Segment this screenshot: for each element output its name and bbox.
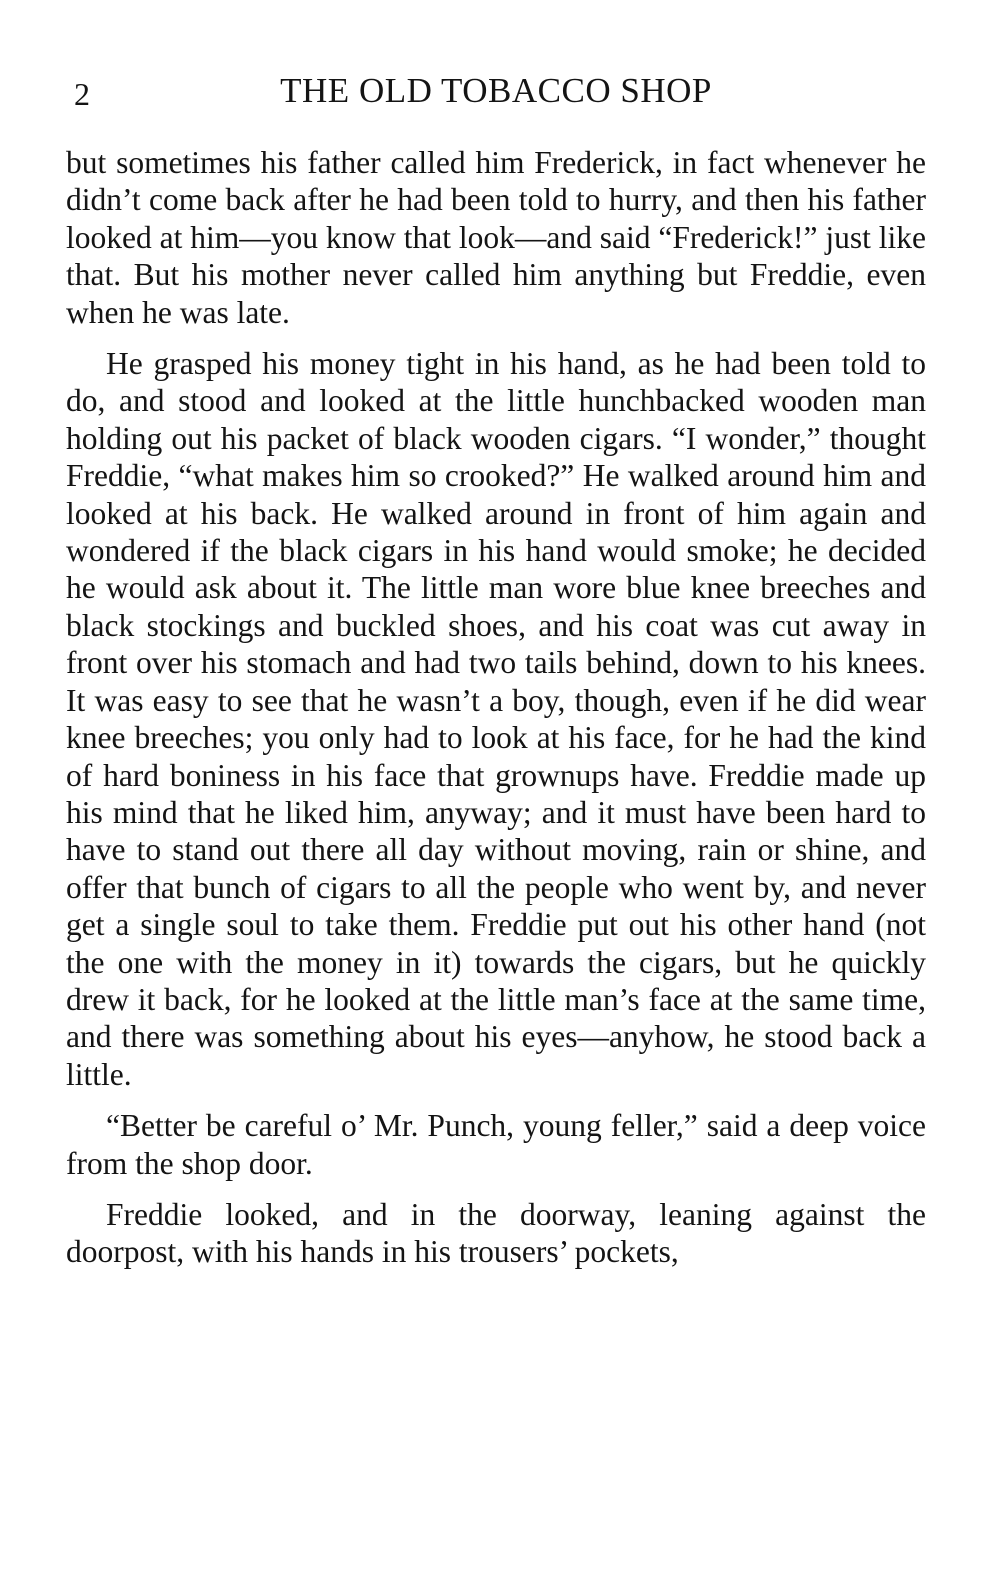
page-header [66,68,926,114]
paragraph-2: He grasped his money tight in his hand, as he had been told to do, and stood and looked at the little hunchbacked wooden man holding out his packet of black wooden cigars. “I wonder,” thought Freddie, “what makes him so crooked?” He walked around him and looked at his back. He walked around in front of him again and wondered if the black cigars in his hand would smoke; he decided he would ask about it. The little man wore blue knee breeches and black stockings and buckled shoes, and his coat was cut away in front over his stomach and had two tails behind, down to his knees. It was easy to see that he wasn’t a boy, though, even if he did wear knee breeches; you only had to look at his face, for he had the kind of hard boniness in his face that grownups have. Freddie made up his mind that he liked him, anyway; and it must have been hard to have to stand out there all day without moving, rain or shine, and offer that bunch of cigars to all the people who went by, and never get a single soul to take them. Freddie put out his other hand (not the one with the money in it) towards the cigars, but he quickly drew it back, for he looked at the little man’s face at the same time, and there was something about his eyes—anyhow, he stood back a little. [66,346,926,1092]
running-title: THE OLD TOBACCO SHOP [280,71,712,110]
paragraph-3: “Better be careful o’ Mr. Punch, young feller,” said a deep voice from the shop door. [66,1108,926,1181]
body-text [66,144,926,1285]
page-number: 2 [74,76,90,112]
paragraph-4: Freddie looked, and in the doorway, leaning against the doorpost, with his hands in his trousers’ pockets, [66,1196,926,1270]
paragraph-1: but sometimes his father called him Frederick, in fact whenever he didn’t come back after he had been told to hurry, and then his father looked at him—you know that look—and said “Frederick!” just like that. But his mother never called him anything but Freddie, even when he was late. [66,145,926,330]
